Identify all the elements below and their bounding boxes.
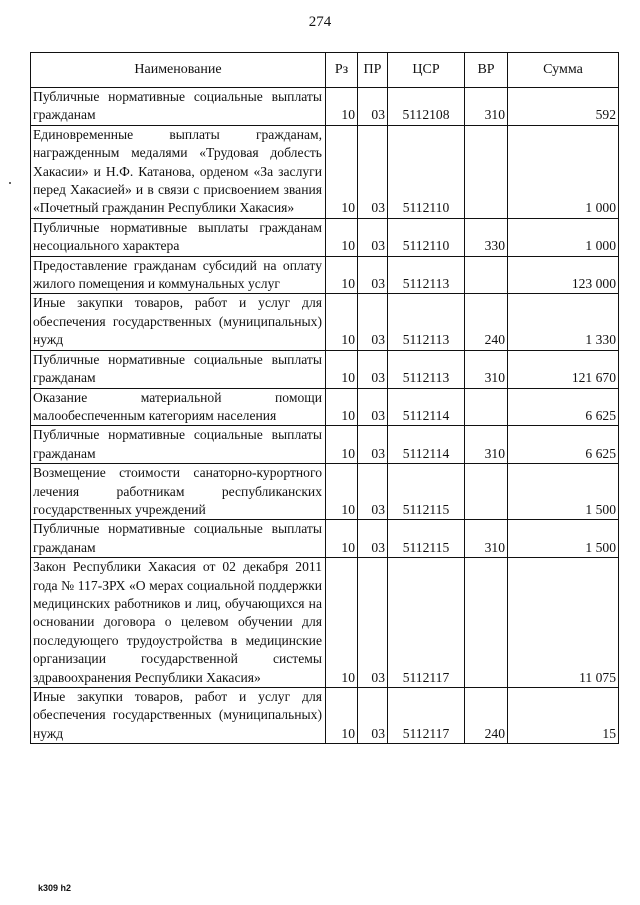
row-name: Оказание материальной помощи малообеспеченным категориям населения: [31, 388, 326, 426]
row-name: Публичные нормативные социальные выплаты гражданам: [31, 350, 326, 388]
table-row: [31, 294, 619, 350]
row-vr: [465, 125, 508, 218]
header-rz: Рз: [326, 53, 358, 88]
row-sum: 6 625: [508, 426, 619, 464]
row-sum: 11 075: [508, 558, 619, 688]
header-row: [31, 53, 619, 88]
row-vr: 330: [465, 218, 508, 256]
row-vr: 240: [465, 688, 508, 744]
row-pr: 03: [358, 88, 388, 126]
row-name: Публичные нормативные выплаты гражданам несоциального характера: [31, 218, 326, 256]
row-pr: 03: [358, 558, 388, 688]
row-rz: 10: [326, 520, 358, 558]
scan-speck: [9, 182, 11, 184]
header-csr: ЦСР: [388, 53, 465, 88]
table-row: [31, 464, 619, 520]
row-pr: 03: [358, 256, 388, 294]
row-vr: 310: [465, 350, 508, 388]
table-row: [31, 218, 619, 256]
row-rz: 10: [326, 558, 358, 688]
row-pr: 03: [358, 294, 388, 350]
row-name: Иные закупки товаров, работ и услуг для обеспечения государственных (муниципальных) нужд: [31, 294, 326, 350]
row-csr: 5112108: [388, 88, 465, 126]
row-pr: 03: [358, 125, 388, 218]
row-sum: 1 000: [508, 125, 619, 218]
row-name: Иные закупки товаров, работ и услуг для обеспечения государственных (муниципальных) нужд: [31, 688, 326, 744]
row-name: Единовременные выплаты гражданам, награжденным медалями «Трудовая доблесть Хакасии» и Н.Ф. Катанова, орденом «За заслуги перед Хакасией» и в связи с присвоением звания «Почетный гражданин Республики Хакасия»: [31, 125, 326, 218]
row-name: Предоставление гражданам субсидий на оплату жилого помещения и коммунальных услуг: [31, 256, 326, 294]
row-vr: 310: [465, 520, 508, 558]
row-sum: 121 670: [508, 350, 619, 388]
row-pr: 03: [358, 688, 388, 744]
row-rz: 10: [326, 350, 358, 388]
table-header: [31, 53, 619, 88]
header-sum: Сумма: [508, 53, 619, 88]
row-sum: 592: [508, 88, 619, 126]
row-vr: [465, 256, 508, 294]
row-vr: [465, 558, 508, 688]
row-csr: 5112110: [388, 218, 465, 256]
row-pr: 03: [358, 218, 388, 256]
row-rz: 10: [326, 688, 358, 744]
row-csr: 5112115: [388, 520, 465, 558]
row-csr: 5112110: [388, 125, 465, 218]
row-rz: 10: [326, 256, 358, 294]
row-csr: 5112117: [388, 688, 465, 744]
row-pr: 03: [358, 388, 388, 426]
page-number: 274: [308, 14, 332, 30]
table-row: [31, 520, 619, 558]
row-sum: 1 330: [508, 294, 619, 350]
row-sum: 1 000: [508, 218, 619, 256]
row-csr: 5112113: [388, 350, 465, 388]
header-vr: ВР: [465, 53, 508, 88]
row-csr: 5112117: [388, 558, 465, 688]
footer-code: k309 h2: [38, 883, 72, 893]
table-row: [31, 558, 619, 688]
table-row: [31, 256, 619, 294]
row-csr: 5112115: [388, 464, 465, 520]
row-vr: 240: [465, 294, 508, 350]
row-vr: 310: [465, 426, 508, 464]
row-rz: 10: [326, 388, 358, 426]
row-sum: 1 500: [508, 520, 619, 558]
table-row: [31, 350, 619, 388]
table-row: [31, 125, 619, 218]
row-name: Публичные нормативные социальные выплаты гражданам: [31, 88, 326, 126]
row-vr: [465, 464, 508, 520]
row-name: Публичные нормативные социальные выплаты гражданам: [31, 520, 326, 558]
row-vr: 310: [465, 88, 508, 126]
row-csr: 5112114: [388, 426, 465, 464]
table-row: [31, 688, 619, 744]
header-name: Наименование: [31, 53, 326, 88]
row-sum: 1 500: [508, 464, 619, 520]
budget-table: [30, 52, 619, 744]
row-rz: 10: [326, 218, 358, 256]
header-pr: ПР: [358, 53, 388, 88]
row-name: Возмещение стоимости санаторно-курортного лечения работникам республиканских государственных учреждений: [31, 464, 326, 520]
row-rz: 10: [326, 88, 358, 126]
row-name: Закон Республики Хакасия от 02 декабря 2011 года № 117-ЗРХ «О мерах социальной поддержки медицинских работников и лиц, обучающихся на основании договора о целевом обучении для последующего трудоустройства в медицинские организации государственной системы здравоохранения Республики Хакасия»: [31, 558, 326, 688]
row-csr: 5112113: [388, 294, 465, 350]
row-csr: 5112113: [388, 256, 465, 294]
row-rz: 10: [326, 426, 358, 464]
row-sum: 15: [508, 688, 619, 744]
row-rz: 10: [326, 464, 358, 520]
table-row: [31, 388, 619, 426]
row-pr: 03: [358, 426, 388, 464]
row-pr: 03: [358, 464, 388, 520]
row-pr: 03: [358, 350, 388, 388]
table-row: [31, 426, 619, 464]
row-rz: 10: [326, 294, 358, 350]
row-pr: 03: [358, 520, 388, 558]
row-csr: 5112114: [388, 388, 465, 426]
row-name: Публичные нормативные социальные выплаты гражданам: [31, 426, 326, 464]
row-sum: 123 000: [508, 256, 619, 294]
table-body: [31, 88, 619, 744]
row-rz: 10: [326, 125, 358, 218]
row-sum: 6 625: [508, 388, 619, 426]
table-row: [31, 88, 619, 126]
row-vr: [465, 388, 508, 426]
